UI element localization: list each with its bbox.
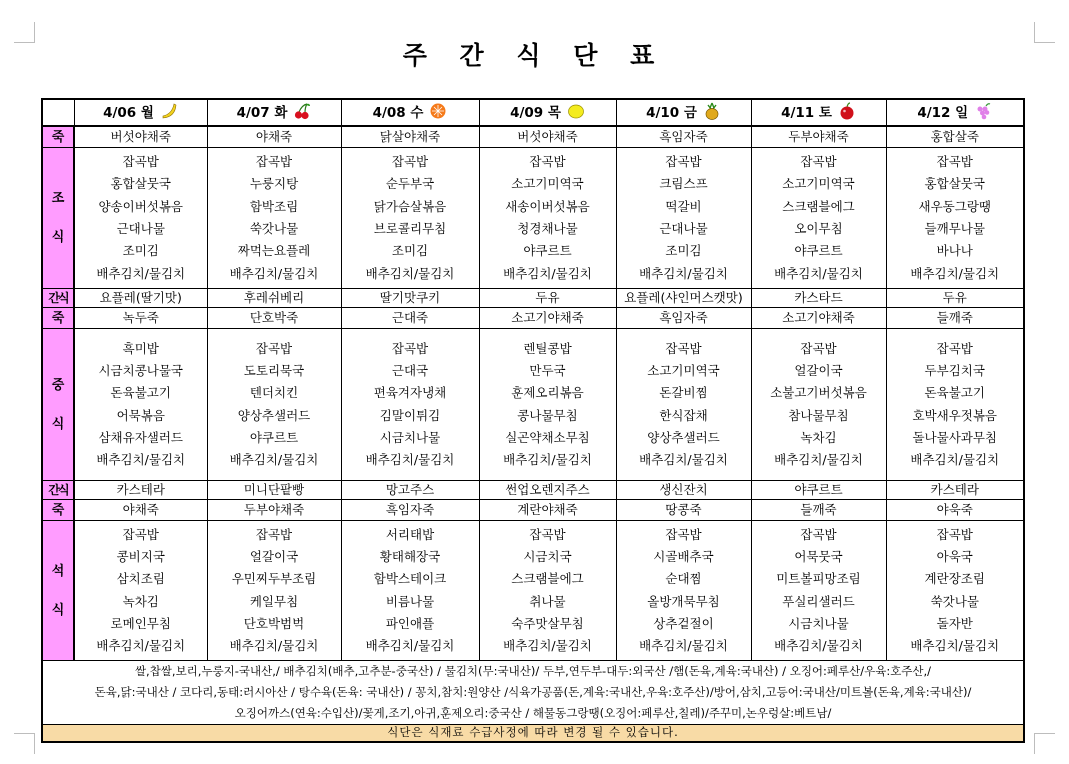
day-header: [341, 99, 479, 126]
menu-item: 아욱국: [936, 548, 973, 564]
meal-cell: [479, 148, 616, 289]
meal-cell: [479, 329, 616, 481]
menu-item: 잡곡밥: [529, 526, 566, 542]
snack-cell: 후레쉬베리: [207, 289, 341, 308]
snack-cell: 카스테라: [886, 481, 1024, 500]
menu-item: 파인애플: [385, 615, 435, 631]
weekly-menu-table: [41, 98, 1025, 743]
menu-item: 순대찜: [665, 571, 702, 587]
menu-item: 배추김치/물김치: [365, 452, 455, 468]
porridge-cell: 단호박죽: [207, 308, 341, 329]
menu-item: 야쿠르트: [523, 243, 572, 259]
origin-notes: [42, 661, 1024, 725]
snack-cell: 썬업오렌지주스: [479, 481, 616, 500]
menu-item: 배추김치/물김치: [503, 638, 592, 654]
menu-item: 홍합살뭇국: [924, 176, 985, 192]
origin-note-line: 오징어까스(연육:수입산)/꽃게,조기,아귀,훈제오리:중국산 / 해물동그랑땡(오징어:페루산,칠레)/주꾸미,논우렁살:베트남/: [234, 706, 832, 720]
meal-cell: [751, 329, 886, 481]
menu-item: 잡곡밥: [255, 340, 293, 356]
meal-row: [42, 521, 1024, 661]
pineapple-icon: [703, 102, 721, 124]
snack-cell: 요플레(딸기맛): [74, 289, 207, 308]
menu-item: 배추김치/물김치: [774, 452, 863, 468]
day-label: 4/07 화: [236, 104, 288, 121]
menu-item: 계란장조림: [924, 571, 985, 587]
porridge-cell: 들깨죽: [886, 308, 1024, 329]
juk-row: [42, 308, 1024, 329]
menu-item: 배추김치/물김치: [639, 452, 728, 468]
banana-icon: [160, 102, 178, 124]
porridge-cell: 홍합살죽: [886, 126, 1024, 148]
menu-item: 로메인무침: [110, 615, 171, 631]
menu-item: 양상추샐러드: [647, 429, 720, 445]
menu-item: 서리태밥: [385, 526, 435, 542]
menu-item: 도토리묵국: [243, 362, 305, 378]
menu-item: 콩나물무침: [517, 407, 578, 423]
menu-item: 렌틸콩밥: [523, 340, 572, 356]
menu-item: 어묵뭇국: [794, 548, 843, 564]
cherry-icon: [293, 102, 311, 124]
snack-cell: 딸기맛쿠키: [341, 289, 479, 308]
menu-item: 함박스테이크: [373, 571, 447, 587]
meal-cell: [886, 521, 1024, 661]
page-corner-mark: [14, 733, 35, 754]
origin-note-line: 쌀,찹쌀,보리,누룽지-국내산,/ 배추김치(배추,고추분-중국산) / 물김치(무:국내산)/ 두부,연두부-대두:외국산 /햄(돈육,계육:국내산) / 오징어:페루산/우육:호주산,/: [134, 664, 932, 678]
meal-cell: [341, 521, 479, 661]
menu-item: 시골배추국: [653, 548, 714, 564]
menu-item: 배추김치/물김치: [910, 638, 1000, 654]
menu-item: 함박조림: [249, 198, 299, 214]
porridge-cell: 버섯야채죽: [74, 126, 207, 148]
meal-cell: [616, 329, 751, 481]
menu-item: 근대국: [391, 362, 429, 378]
meal-cell: [74, 521, 207, 661]
day-label: 4/06 월: [103, 104, 154, 121]
porridge-cell: 땅콩죽: [616, 500, 751, 521]
menu-item: 순두부국: [385, 176, 435, 192]
menu-item: 바나나: [936, 243, 973, 259]
porridge-cell: 닭살야채죽: [341, 126, 479, 148]
menu-item: 배추김치/물김치: [96, 452, 186, 468]
menu-item: 돌자반: [936, 615, 973, 631]
menu-item: 시금치국: [523, 548, 572, 564]
porridge-cell: 소고기야채죽: [751, 308, 886, 329]
menu-item: 텐더치킨: [249, 385, 299, 401]
menu-item: 새송이버섯볶음: [505, 198, 590, 214]
meal-label: 죽: [42, 126, 74, 148]
day-label: 4/08 수: [372, 104, 424, 121]
menu-item: 콩비지국: [116, 548, 165, 564]
snack-cell: 망고주스: [341, 481, 479, 500]
porridge-cell: 야채죽: [207, 126, 341, 148]
menu-item: 훈제오리볶음: [511, 385, 584, 401]
menu-item: 스크램블에그: [511, 571, 584, 587]
day-header: [479, 99, 616, 126]
menu-item: 쑥갓나물: [249, 221, 299, 236]
porridge-cell: 버섯야채죽: [479, 126, 616, 148]
day-label: 4/12 일: [917, 104, 969, 121]
menu-item: 시금치나물: [379, 429, 441, 445]
snack-cell: 카스테라: [74, 481, 207, 500]
menu-item: 소불고기버섯볶음: [770, 385, 867, 401]
menu-item: 편육겨자냉채: [373, 385, 447, 401]
menu-item: 우민찌두부조림: [231, 571, 317, 587]
menu-item: 상추겉절이: [653, 615, 714, 631]
menu-item: 호박새우젓볶음: [912, 407, 998, 423]
juk-row: [42, 500, 1024, 521]
porridge-cell: 야채죽: [74, 500, 207, 521]
footer-row: [42, 725, 1024, 743]
menu-item: 야쿠르트: [249, 429, 299, 445]
menu-item: 배추김치/물김치: [96, 638, 186, 654]
porridge-cell: 두부야채죽: [751, 126, 886, 148]
lemon-icon: [567, 102, 585, 124]
apple-icon: [838, 102, 856, 124]
menu-item: 야쿠르트: [794, 243, 843, 259]
menu-item: 닭가슴살볶음: [373, 198, 447, 214]
origin-notes-row: [42, 661, 1024, 725]
meal-cell: [74, 329, 207, 481]
menu-item: 잡곡밥: [391, 340, 429, 356]
grape-icon: [974, 102, 992, 124]
menu-item: 어묵볶음: [116, 407, 165, 423]
menu-item: 시금치나물: [788, 615, 849, 631]
meal-label: 석 식: [42, 521, 74, 661]
snack-row: [42, 481, 1024, 500]
menu-item: 잡곡밥: [936, 340, 973, 356]
meal-cell: [751, 148, 886, 289]
day-label: 4/11 토: [781, 104, 832, 121]
menu-item: 조미김: [391, 243, 429, 259]
meal-cell: [341, 329, 479, 481]
menu-item: 근대나물: [116, 221, 165, 236]
porridge-cell: 계란야채죽: [479, 500, 616, 521]
day-label: 4/09 목: [510, 104, 561, 121]
day-label: 4/10 금: [646, 104, 697, 121]
menu-item: 돈육불고기: [924, 385, 985, 401]
menu-item: 잡곡밥: [800, 526, 837, 542]
menu-item: 참나물무침: [788, 407, 849, 423]
menu-item: 배추김치/물김치: [503, 452, 592, 468]
menu-item: 황태해장국: [379, 548, 441, 564]
menu-item: 배추김치/물김치: [229, 638, 319, 654]
snack-cell: 카스타드: [751, 289, 886, 308]
menu-item: 잡곡밥: [800, 154, 837, 170]
menu-item: 근대나물: [659, 221, 708, 236]
menu-item: 소고기미역국: [782, 176, 855, 192]
menu-item: 얼갈이국: [249, 548, 299, 564]
snack-cell: 미니단팥빵: [207, 481, 341, 500]
menu-item: 단호박범벅: [243, 615, 305, 631]
menu-item: 청경채나물: [517, 221, 578, 236]
meal-cell: [207, 329, 341, 481]
menu-item: 잡곡밥: [936, 154, 973, 170]
menu-item: 잡곡밥: [122, 526, 159, 542]
juk-row: [42, 126, 1024, 148]
menu-item: 잡곡밥: [391, 154, 429, 170]
menu-item: 짜먹는요플레: [237, 243, 311, 259]
porridge-cell: 두부야채죽: [207, 500, 341, 521]
menu-item: 누룽지탕: [249, 176, 299, 192]
menu-item: 돌나물사과무침: [912, 429, 998, 445]
menu-item: 소고기미역국: [511, 176, 584, 192]
menu-item: 스크램블에그: [782, 198, 855, 214]
menu-item: 돈갈비찜: [659, 385, 708, 401]
meal-label: 간식: [42, 289, 74, 308]
meal-cell: [479, 521, 616, 661]
menu-item: 잡곡밥: [255, 154, 293, 170]
menu-item: 케일무침: [249, 593, 299, 609]
day-header: [751, 99, 886, 126]
menu-item: 배추김치/물김치: [96, 265, 186, 281]
snack-row: [42, 289, 1024, 308]
snack-cell: 두유: [479, 289, 616, 308]
menu-item: 실곤약채소무침: [505, 429, 590, 445]
menu-item: 배추김치/물김치: [365, 638, 455, 654]
day-header: [886, 99, 1024, 126]
menu-item: 잡곡밥: [800, 340, 837, 356]
origin-note-line: 돈육,닭:국내산 / 코다리,동태:러시아산 / 탕수육(돈육: 국내산) / 꽁치,참치:원양산 /식육가공품(돈,계육:국내산,우육:호주산)/방어,삼치,고등어:국내산/미트볼(돈육,계육:국내산)/: [94, 685, 972, 699]
menu-item: 미트볼피망조림: [776, 571, 861, 587]
menu-item: 조미김: [665, 243, 702, 259]
meal-label: 간식: [42, 481, 74, 500]
menu-item: 녹차김: [122, 593, 159, 609]
menu-item: 김말이튀김: [379, 407, 441, 423]
menu-item: 잡곡밥: [936, 526, 973, 542]
porridge-cell: 녹두죽: [74, 308, 207, 329]
menu-item: 취나물: [529, 593, 566, 609]
menu-item: 배추김치/물김치: [910, 265, 1000, 281]
menu-item: 배추김치/물김치: [365, 265, 455, 281]
menu-item: 삼채유자샐러드: [98, 429, 184, 445]
menu-item: 쑥갓나물: [930, 593, 979, 609]
menu-item: 배추김치/물김치: [774, 265, 863, 281]
porridge-cell: 야욱죽: [886, 500, 1024, 521]
menu-item: 오이무침: [794, 221, 843, 236]
snack-cell: 두유: [886, 289, 1024, 308]
menu-item: 얼갈이국: [794, 362, 843, 378]
menu-item: 배추김치/물김치: [229, 265, 319, 281]
menu-item: 소고기미역국: [647, 362, 720, 378]
porridge-cell: 근대죽: [341, 308, 479, 329]
menu-item: 푸실리샐러드: [782, 593, 855, 609]
menu-item: 떡갈비: [665, 198, 702, 214]
snack-cell: 야쿠르트: [751, 481, 886, 500]
menu-item: 잡곡밥: [122, 154, 159, 170]
menu-item: 배추김치/물김치: [503, 265, 592, 281]
meal-cell: [341, 148, 479, 289]
menu-item: 한식잡채: [659, 407, 708, 423]
menu-item: 올방개묵무침: [647, 593, 720, 609]
menu-item: 조미김: [122, 243, 159, 259]
porridge-cell: 소고기야채죽: [479, 308, 616, 329]
menu-item: 양상추샐러드: [237, 407, 311, 423]
meal-cell: [207, 521, 341, 661]
page-corner-mark: [1034, 733, 1055, 754]
meal-label: 죽: [42, 308, 74, 329]
menu-item: 삼치조림: [116, 571, 165, 587]
meal-cell: [751, 521, 886, 661]
menu-item: 흑미밥: [122, 340, 159, 356]
meal-row: [42, 148, 1024, 289]
menu-item: 배추김치/물김치: [639, 638, 728, 654]
day-header-row: [42, 99, 1024, 126]
menu-item: 새우동그랑땡: [918, 198, 991, 214]
menu-item: 배추김치/물김치: [774, 638, 863, 654]
day-header: [74, 99, 207, 126]
menu-item: 배추김치/물김치: [229, 452, 319, 468]
meal-cell: [616, 148, 751, 289]
meal-cell: [74, 148, 207, 289]
day-header: [616, 99, 751, 126]
header-corner: [42, 99, 74, 126]
footer-notice: 식단은 식재료 수급사정에 따라 변경 될 수 있습니다.: [42, 725, 1024, 743]
meal-cell: [207, 148, 341, 289]
orange-icon: [429, 102, 447, 124]
meal-label: 죽: [42, 500, 74, 521]
menu-item: 돈육불고기: [110, 385, 171, 401]
porridge-cell: 들깨죽: [751, 500, 886, 521]
menu-item: 양송이버섯볶음: [98, 198, 184, 214]
menu-item: 브로콜리무침: [373, 221, 447, 236]
menu-item: 잡곡밥: [529, 154, 566, 170]
snack-cell: 생신잔치: [616, 481, 751, 500]
porridge-cell: 흑임자죽: [616, 126, 751, 148]
menu-item: 배추김치/물김치: [910, 452, 1000, 468]
menu-item: 비름나물: [385, 593, 435, 609]
meal-row: [42, 329, 1024, 481]
menu-item: 잡곡밥: [665, 154, 702, 170]
meal-cell: [616, 521, 751, 661]
menu-item: 두부김치국: [924, 362, 985, 378]
menu-item: 만두국: [529, 362, 566, 378]
menu-item: 배추김치/물김치: [639, 265, 728, 281]
porridge-cell: 흑임자죽: [341, 500, 479, 521]
meal-cell: [886, 148, 1024, 289]
meal-label: 중 식: [42, 329, 74, 481]
menu-item: 들깨무나물: [924, 221, 985, 236]
meal-label: 조 식: [42, 148, 74, 289]
menu-item: 크림스프: [659, 176, 708, 192]
menu-item: 녹차김: [800, 429, 837, 445]
menu-item: 시금치콩나물국: [98, 362, 184, 378]
menu-item: 잡곡밥: [255, 526, 293, 542]
snack-cell: 요플레(샤인머스캣맛): [616, 289, 751, 308]
menu-item: 잡곡밥: [665, 526, 702, 542]
menu-item: 잡곡밥: [665, 340, 702, 356]
porridge-cell: 흑임자죽: [616, 308, 751, 329]
day-header: [207, 99, 341, 126]
menu-item: 홍합살뭇국: [110, 176, 171, 192]
menu-item: 숙주맛살무침: [511, 615, 584, 631]
page-title: 주 간 식 단 표: [402, 41, 667, 70]
meal-cell: [886, 329, 1024, 481]
